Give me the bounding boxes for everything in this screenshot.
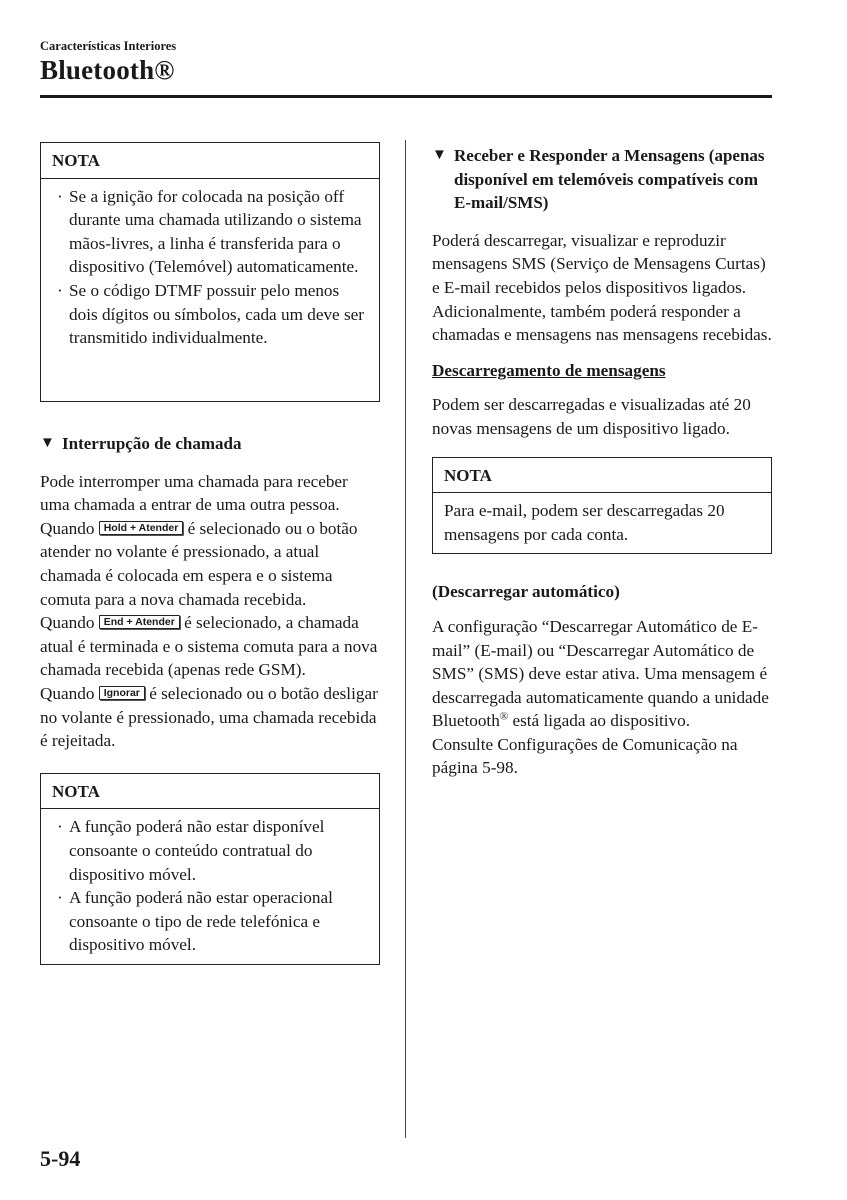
text-fragment: Quando xyxy=(40,613,99,633)
paragraph: Podem ser descarregadas e visualizadas até 20 novas mensagens de um dispositivo ligado. xyxy=(432,395,751,438)
note-body xyxy=(433,493,771,553)
text-fragment: A configuração “Descarregar Automático de E-mail” (E-mail) ou “Descarregar Automático de SMS” (SMS) deve estar ativa. Uma mensagem é descarregada automaticamente quando a unidade Bluetooth xyxy=(432,616,769,731)
paragraph-end xyxy=(40,611,380,682)
header-divider xyxy=(40,95,772,98)
text-fragment: Quando xyxy=(40,518,99,538)
note-box-dtmf xyxy=(40,142,380,402)
note-item: · Se a ignição for colocada na posição off durante uma chamada utilizando o sistema mãos-livres, a linha é transferida para o dispositivo (Telemóvel) automaticamente. xyxy=(55,185,369,279)
text-fragment: é selecionado ou o botão atender no volante é pressionado, a atual chamada é colocada em espera e o sistema comuta para a nova chamada recebida. xyxy=(40,518,358,609)
note-item: · A função poderá não estar disponível consoante o conteúdo contratual do dispositivo móvel. xyxy=(55,815,369,886)
note-box-availability xyxy=(40,773,380,965)
triangle-down-icon: ▼ xyxy=(40,435,55,451)
note-body xyxy=(41,809,379,964)
note-body xyxy=(41,179,379,357)
note-title: NOTA xyxy=(41,774,379,810)
text-fragment: está ligada ao dispositivo. xyxy=(508,711,691,731)
paragraph: Adicionalmente, também poderá responder a chamadas e mensagens nas mensagens recebidas. xyxy=(432,301,772,345)
registered-mark: ® xyxy=(499,710,509,723)
auto-download-body xyxy=(432,615,772,780)
paragraph xyxy=(432,615,772,733)
paragraph: Pode interromper uma chamada para receber uma chamada a entrar de uma outra pessoa. xyxy=(40,471,348,515)
left-column xyxy=(40,142,380,965)
triangle-down-icon: ▼ xyxy=(432,147,447,163)
ignore-key: Ignorar xyxy=(99,686,145,700)
paragraph: Poderá descarregar, visualizar e reproduzir mensagens SMS (Serviço de Mensagens Curtas) e E-mail recebidos pelos dispositivos ligados. xyxy=(432,230,766,297)
column-divider xyxy=(405,140,406,1138)
subheading-auto-download: (Descarregar automático) xyxy=(432,582,620,602)
note-item: · A função poderá não estar operacional consoante o tipo de rede telefónica e dispositivo móvel. xyxy=(55,886,369,957)
note-box-email xyxy=(432,457,772,555)
end-answer-key: End + Atender xyxy=(99,615,180,629)
messages-body xyxy=(432,229,772,347)
subheading-download: Descarregamento de mensagens xyxy=(432,360,666,380)
right-column xyxy=(432,142,772,780)
paragraph-hold xyxy=(40,517,380,611)
note-title: NOTA xyxy=(433,458,771,494)
call-interrupt-body xyxy=(40,470,380,753)
heading-text: Receber e Responder a Mensagens (apenas disponível em telemóveis compatíveis com E-mail/SMS) xyxy=(454,146,765,213)
paragraph-cross-reference: Consulte Configurações de Comunicação na página 5-98. xyxy=(432,734,738,778)
note-title: NOTA xyxy=(41,143,379,179)
section-category: Características Interiores xyxy=(40,39,177,53)
text-fragment: Quando xyxy=(40,683,99,703)
note-text: Para e-mail, podem ser descarregadas 20 mensagens por cada conta. xyxy=(444,501,725,544)
paragraph-ignore xyxy=(40,682,380,753)
section-heading-messages xyxy=(432,144,772,215)
hold-answer-key: Hold + Atender xyxy=(99,521,184,535)
page-number: 5-94 xyxy=(40,1146,81,1171)
note-item: · Se o código DTMF possuir pelo menos dois dígitos ou símbolos, cada um deve ser transmitido individualmente. xyxy=(55,279,369,350)
section-heading-call-interrupt xyxy=(40,432,380,456)
page-title: Bluetooth® xyxy=(40,55,175,85)
heading-text: Interrupção de chamada xyxy=(62,434,242,453)
text-fragment: é selecionado ou o botão desligar no volante é pressionado, uma chamada recebida é rejeitada. xyxy=(40,683,378,751)
text-fragment: é selecionado, a chamada atual é terminada e o sistema comuta para a nova chamada recebida (apenas rede GSM). xyxy=(40,613,378,680)
